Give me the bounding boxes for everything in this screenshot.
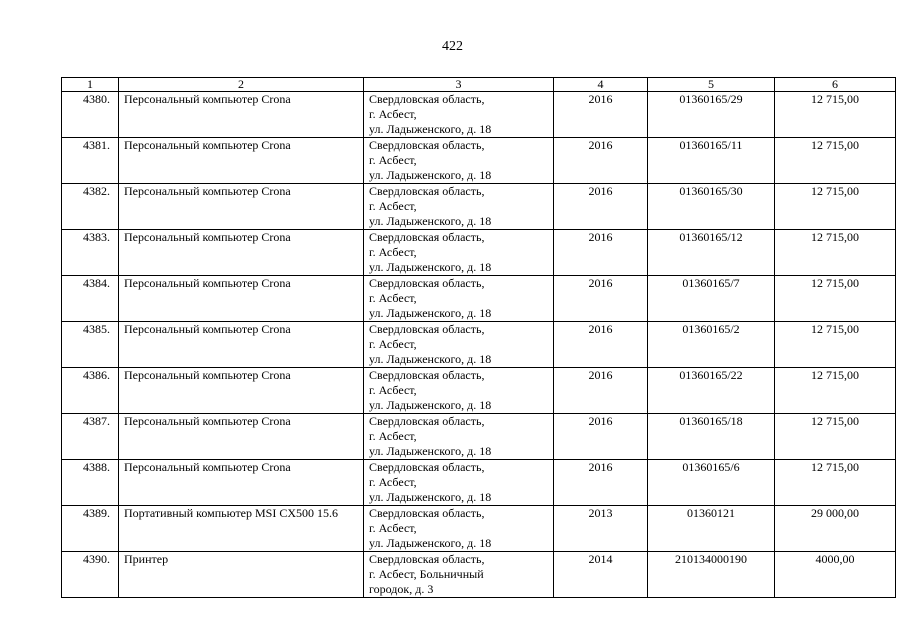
item-name-cell: Персональный компьютер Crona — [119, 322, 364, 368]
inventory-number-cell: 01360165/18 — [648, 414, 775, 460]
inventory-number-cell: 01360165/30 — [648, 184, 775, 230]
item-name-cell: Персональный компьютер Crona — [119, 460, 364, 506]
row-number-cell: 4389. — [62, 506, 119, 552]
item-name-cell: Персональный компьютер Crona — [119, 92, 364, 138]
year-cell: 2016 — [554, 322, 648, 368]
inventory-number-cell: 01360165/6 — [648, 460, 775, 506]
address-line: г. Асбест, — [369, 291, 417, 305]
year-cell: 2013 — [554, 506, 648, 552]
address-cell — [364, 230, 554, 276]
inventory-number-cell: 210134000190 — [648, 552, 775, 598]
address-line: ул. Ладыженского, д. 18 — [369, 398, 492, 412]
address-cell — [364, 414, 554, 460]
address-line: г. Асбест, — [369, 245, 417, 259]
address-line: г. Асбест, — [369, 429, 417, 443]
item-name-cell: Персональный компьютер Crona — [119, 184, 364, 230]
item-name-cell: Персональный компьютер Crona — [119, 414, 364, 460]
address-line: г. Асбест, — [369, 475, 417, 489]
address-cell — [364, 276, 554, 322]
table-row — [62, 230, 896, 276]
table-row — [62, 138, 896, 184]
address-cell — [364, 506, 554, 552]
address-cell — [364, 92, 554, 138]
address-line: ул. Ладыженского, д. 18 — [369, 352, 492, 366]
address-line: г. Асбест, — [369, 383, 417, 397]
address-line: ул. Ладыженского, д. 18 — [369, 306, 492, 320]
table-row — [62, 368, 896, 414]
property-register-table — [61, 77, 896, 598]
address-line: г. Асбест, — [369, 521, 417, 535]
address-line: ул. Ладыженского, д. 18 — [369, 536, 492, 550]
address-line: Свердловская область, — [369, 460, 485, 474]
cost-cell: 12 715,00 — [775, 230, 896, 276]
row-number-cell: 4386. — [62, 368, 119, 414]
year-cell: 2016 — [554, 184, 648, 230]
year-cell: 2016 — [554, 276, 648, 322]
cost-cell: 12 715,00 — [775, 368, 896, 414]
address-line: ул. Ладыженского, д. 18 — [369, 444, 492, 458]
address-line: Свердловская область, — [369, 230, 485, 244]
column-header: 1 — [62, 78, 119, 92]
item-name-cell: Персональный компьютер Crona — [119, 276, 364, 322]
cost-cell: 12 715,00 — [775, 322, 896, 368]
address-cell — [364, 322, 554, 368]
address-line: ул. Ладыженского, д. 18 — [369, 168, 492, 182]
table-row — [62, 276, 896, 322]
cost-cell: 12 715,00 — [775, 92, 896, 138]
table-row — [62, 92, 896, 138]
cost-cell: 29 000,00 — [775, 506, 896, 552]
address-line: Свердловская область, — [369, 552, 485, 566]
row-number-cell: 4381. — [62, 138, 119, 184]
address-cell — [364, 552, 554, 598]
address-line: Свердловская область, — [369, 506, 485, 520]
inventory-number-cell: 01360165/22 — [648, 368, 775, 414]
address-cell — [364, 368, 554, 414]
address-line: Свердловская область, — [369, 368, 485, 382]
address-line: Свердловская область, — [369, 92, 485, 106]
address-line: ул. Ладыженского, д. 18 — [369, 122, 492, 136]
address-line: Свердловская область, — [369, 322, 485, 336]
address-cell — [364, 184, 554, 230]
address-cell — [364, 460, 554, 506]
item-name-cell: Портативный компьютер MSI CX500 15.6 — [119, 506, 364, 552]
item-name-cell: Персональный компьютер Crona — [119, 138, 364, 184]
year-cell: 2016 — [554, 368, 648, 414]
year-cell: 2016 — [554, 92, 648, 138]
address-line: г. Асбест, — [369, 153, 417, 167]
cost-cell: 12 715,00 — [775, 460, 896, 506]
cost-cell: 4000,00 — [775, 552, 896, 598]
column-header: 2 — [119, 78, 364, 92]
row-number-cell: 4383. — [62, 230, 119, 276]
row-number-cell: 4380. — [62, 92, 119, 138]
row-number-cell: 4388. — [62, 460, 119, 506]
table-row — [62, 414, 896, 460]
row-number-cell: 4390. — [62, 552, 119, 598]
year-cell: 2014 — [554, 552, 648, 598]
cost-cell: 12 715,00 — [775, 138, 896, 184]
year-cell: 2016 — [554, 460, 648, 506]
item-name-cell: Принтер — [119, 552, 364, 598]
item-name-cell: Персональный компьютер Crona — [119, 230, 364, 276]
item-name-cell: Персональный компьютер Crona — [119, 368, 364, 414]
cost-cell: 12 715,00 — [775, 184, 896, 230]
row-number-cell: 4382. — [62, 184, 119, 230]
address-line: ул. Ладыженского, д. 18 — [369, 260, 492, 274]
column-header: 5 — [648, 78, 775, 92]
column-header: 3 — [364, 78, 554, 92]
table-header-row — [62, 78, 896, 92]
address-line: Свердловская область, — [369, 414, 485, 428]
year-cell: 2016 — [554, 138, 648, 184]
address-line: г. Асбест, — [369, 199, 417, 213]
column-header: 6 — [775, 78, 896, 92]
row-number-cell: 4385. — [62, 322, 119, 368]
inventory-number-cell: 01360165/12 — [648, 230, 775, 276]
page-number: 422 — [442, 39, 463, 54]
table-row — [62, 460, 896, 506]
address-line: ул. Ладыженского, д. 18 — [369, 214, 492, 228]
address-line: Свердловская область, — [369, 276, 485, 290]
row-number-cell: 4384. — [62, 276, 119, 322]
cost-cell: 12 715,00 — [775, 414, 896, 460]
table-row — [62, 552, 896, 598]
address-line: ул. Ладыженского, д. 18 — [369, 490, 492, 504]
address-line: Свердловская область, — [369, 184, 485, 198]
row-number-cell: 4387. — [62, 414, 119, 460]
inventory-number-cell: 01360165/29 — [648, 92, 775, 138]
inventory-number-cell: 01360121 — [648, 506, 775, 552]
inventory-number-cell: 01360165/7 — [648, 276, 775, 322]
year-cell: 2016 — [554, 414, 648, 460]
address-line: г. Асбест, Больничный — [369, 567, 484, 581]
address-line: городок, д. 3 — [369, 582, 434, 596]
inventory-number-cell: 01360165/11 — [648, 138, 775, 184]
address-cell — [364, 138, 554, 184]
table-row — [62, 184, 896, 230]
year-cell: 2016 — [554, 230, 648, 276]
column-header: 4 — [554, 78, 648, 92]
table-row — [62, 506, 896, 552]
inventory-number-cell: 01360165/2 — [648, 322, 775, 368]
address-line: г. Асбест, — [369, 337, 417, 351]
address-line: г. Асбест, — [369, 107, 417, 121]
cost-cell: 12 715,00 — [775, 276, 896, 322]
address-line: Свердловская область, — [369, 138, 485, 152]
table-row — [62, 322, 896, 368]
